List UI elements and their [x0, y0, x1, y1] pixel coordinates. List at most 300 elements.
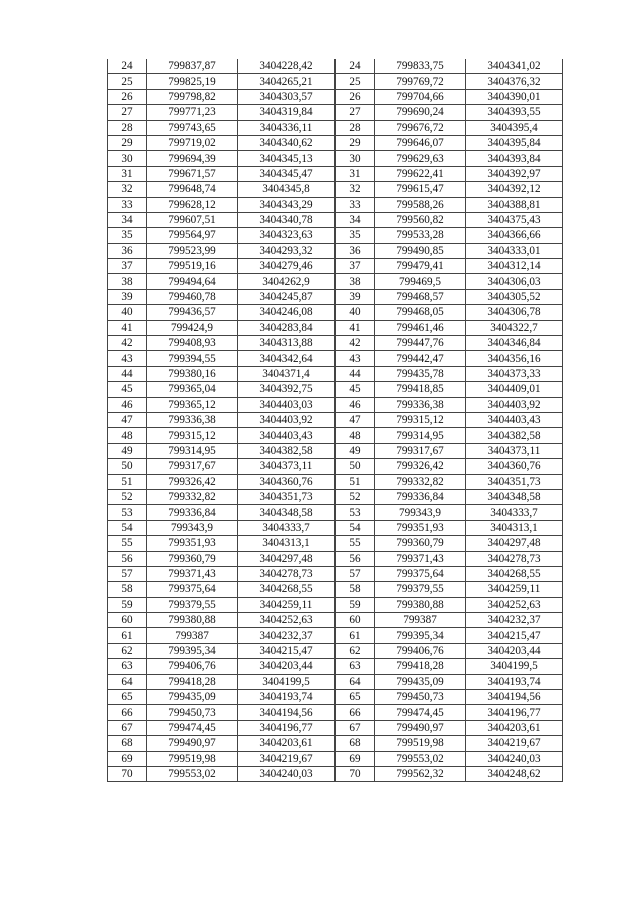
point-number-cell: 58 [108, 582, 147, 597]
x-coordinate-cell: 799314,95 [147, 443, 238, 458]
y-coordinate-cell: 3404351,73 [238, 489, 335, 504]
table-row [336, 766, 563, 781]
x-coordinate-cell: 799418,85 [375, 382, 466, 397]
y-coordinate-cell: 3404373,11 [466, 443, 563, 458]
point-number-cell: 49 [336, 443, 375, 458]
point-number-cell: 70 [108, 766, 147, 781]
x-coordinate-cell: 799798,82 [147, 89, 238, 104]
point-number-cell: 43 [336, 351, 375, 366]
point-number-cell: 28 [108, 120, 147, 135]
y-coordinate-cell: 3404232,37 [466, 613, 563, 628]
point-number-cell: 31 [108, 166, 147, 181]
y-coordinate-cell: 3404382,58 [238, 443, 335, 458]
point-number-cell: 58 [336, 582, 375, 597]
table-row [108, 382, 335, 397]
x-coordinate-cell: 799424,9 [147, 320, 238, 335]
point-number-cell: 30 [108, 151, 147, 166]
point-number-cell: 55 [108, 536, 147, 551]
y-coordinate-cell: 3404392,75 [238, 382, 335, 397]
y-coordinate-cell: 3404345,13 [238, 151, 335, 166]
point-number-cell: 29 [336, 135, 375, 150]
table-row [108, 520, 335, 535]
table-row [108, 274, 335, 289]
x-coordinate-cell: 799676,72 [375, 120, 466, 135]
table-row [336, 197, 563, 212]
y-coordinate-cell: 3404252,63 [238, 613, 335, 628]
x-coordinate-cell: 799450,73 [147, 705, 238, 720]
y-coordinate-cell: 3404193,74 [466, 674, 563, 689]
y-coordinate-cell: 3404371,4 [238, 366, 335, 381]
x-coordinate-cell: 799628,12 [147, 197, 238, 212]
point-number-cell: 50 [336, 459, 375, 474]
x-coordinate-cell: 799479,41 [375, 259, 466, 274]
y-coordinate-cell: 3404409,01 [466, 382, 563, 397]
table-row [108, 105, 335, 120]
x-coordinate-cell: 799380,88 [375, 597, 466, 612]
table-row [108, 690, 335, 705]
x-coordinate-cell: 799474,45 [375, 705, 466, 720]
point-number-cell: 68 [108, 736, 147, 751]
table-row [336, 105, 563, 120]
y-coordinate-cell: 3404259,11 [238, 597, 335, 612]
x-coordinate-cell: 799490,97 [147, 736, 238, 751]
y-coordinate-cell: 3404240,03 [466, 751, 563, 766]
y-coordinate-cell: 3404196,77 [238, 720, 335, 735]
x-coordinate-cell: 799365,04 [147, 382, 238, 397]
point-number-cell: 59 [108, 597, 147, 612]
x-coordinate-cell: 799317,67 [147, 459, 238, 474]
y-coordinate-cell: 3404403,43 [466, 412, 563, 427]
y-coordinate-cell: 3404341,02 [466, 59, 563, 74]
point-number-cell: 51 [108, 474, 147, 489]
y-coordinate-cell: 3404323,63 [238, 228, 335, 243]
table-row [108, 674, 335, 689]
table-row [108, 89, 335, 104]
x-coordinate-cell: 799380,88 [147, 613, 238, 628]
table-row [336, 613, 563, 628]
x-coordinate-cell: 799317,67 [375, 443, 466, 458]
table-row [336, 520, 563, 535]
point-number-cell: 59 [336, 597, 375, 612]
y-coordinate-cell: 3404259,11 [466, 582, 563, 597]
x-coordinate-cell: 799351,93 [375, 520, 466, 535]
y-coordinate-cell: 3404252,63 [466, 597, 563, 612]
x-coordinate-cell: 799690,24 [375, 105, 466, 120]
x-coordinate-cell: 799519,16 [147, 259, 238, 274]
point-number-cell: 46 [108, 397, 147, 412]
point-number-cell: 57 [336, 566, 375, 581]
x-coordinate-cell: 799326,42 [375, 459, 466, 474]
x-coordinate-cell: 799418,28 [147, 674, 238, 689]
x-coordinate-cell: 799769,72 [375, 74, 466, 89]
y-coordinate-cell: 3404246,08 [238, 305, 335, 320]
table-row [336, 351, 563, 366]
point-number-cell: 39 [336, 289, 375, 304]
x-coordinate-cell: 799394,55 [147, 351, 238, 366]
x-coordinate-cell: 799418,28 [375, 659, 466, 674]
table-row [108, 551, 335, 566]
point-number-cell: 67 [336, 720, 375, 735]
table-row [336, 166, 563, 181]
y-coordinate-cell: 3404262,9 [238, 274, 335, 289]
table-row [108, 582, 335, 597]
point-number-cell: 55 [336, 536, 375, 551]
x-coordinate-cell: 799380,16 [147, 366, 238, 381]
x-coordinate-cell: 799469,5 [375, 274, 466, 289]
table-row [108, 182, 335, 197]
y-coordinate-cell: 3404333,01 [466, 243, 563, 258]
y-coordinate-cell: 3404297,48 [238, 551, 335, 566]
point-number-cell: 47 [108, 412, 147, 427]
x-coordinate-cell: 799460,78 [147, 289, 238, 304]
y-coordinate-cell: 3404268,55 [238, 582, 335, 597]
table-row [108, 643, 335, 658]
x-coordinate-cell: 799343,9 [375, 505, 466, 520]
point-number-cell: 64 [108, 674, 147, 689]
x-coordinate-cell: 799490,97 [375, 720, 466, 735]
point-number-cell: 34 [336, 212, 375, 227]
table-row [336, 428, 563, 443]
point-number-cell: 63 [108, 659, 147, 674]
point-number-cell: 34 [108, 212, 147, 227]
y-coordinate-cell: 3404278,73 [238, 566, 335, 581]
x-coordinate-cell: 799450,73 [375, 690, 466, 705]
x-coordinate-cell: 799743,65 [147, 120, 238, 135]
point-number-cell: 30 [336, 151, 375, 166]
point-number-cell: 60 [336, 613, 375, 628]
y-coordinate-cell: 3404390,01 [466, 89, 563, 104]
y-coordinate-cell: 3404375,43 [466, 212, 563, 227]
y-coordinate-cell: 3404382,58 [466, 428, 563, 443]
point-number-cell: 56 [108, 551, 147, 566]
table-row [108, 613, 335, 628]
x-coordinate-cell: 799332,82 [147, 489, 238, 504]
x-coordinate-cell: 799519,98 [147, 751, 238, 766]
x-coordinate-cell: 799622,41 [375, 166, 466, 181]
x-coordinate-cell: 799564,97 [147, 228, 238, 243]
y-coordinate-cell: 3404345,47 [238, 166, 335, 181]
y-coordinate-cell: 3404283,84 [238, 320, 335, 335]
table-row [108, 428, 335, 443]
table-row [108, 412, 335, 427]
point-number-cell: 27 [108, 105, 147, 120]
x-coordinate-cell: 799615,47 [375, 182, 466, 197]
table-row [336, 305, 563, 320]
x-coordinate-cell: 799560,82 [375, 212, 466, 227]
point-number-cell: 29 [108, 135, 147, 150]
table-row [336, 674, 563, 689]
y-coordinate-cell: 3404373,11 [238, 459, 335, 474]
x-coordinate-cell: 799395,34 [147, 643, 238, 658]
table-row [108, 751, 335, 766]
point-number-cell: 52 [108, 489, 147, 504]
point-number-cell: 61 [108, 628, 147, 643]
point-number-cell: 41 [336, 320, 375, 335]
table-row [108, 243, 335, 258]
x-coordinate-cell: 799562,32 [375, 766, 466, 781]
point-number-cell: 42 [108, 336, 147, 351]
x-coordinate-cell: 799371,43 [375, 551, 466, 566]
table-row [108, 659, 335, 674]
x-coordinate-cell: 799375,64 [147, 582, 238, 597]
x-coordinate-cell: 799315,12 [147, 428, 238, 443]
y-coordinate-cell: 3404336,11 [238, 120, 335, 135]
y-coordinate-cell: 3404333,7 [466, 505, 563, 520]
x-coordinate-cell: 799336,38 [147, 412, 238, 427]
x-coordinate-cell: 799648,74 [147, 182, 238, 197]
x-coordinate-cell: 799553,02 [147, 766, 238, 781]
point-number-cell: 38 [336, 274, 375, 289]
x-coordinate-cell: 799315,12 [375, 412, 466, 427]
y-coordinate-cell: 3404199,5 [238, 674, 335, 689]
y-coordinate-cell: 3404360,76 [466, 459, 563, 474]
point-number-cell: 39 [108, 289, 147, 304]
x-coordinate-cell: 799629,63 [375, 151, 466, 166]
x-coordinate-cell: 799395,34 [375, 628, 466, 643]
table-row [336, 736, 563, 751]
table-row [108, 197, 335, 212]
table-row [108, 397, 335, 412]
y-coordinate-cell: 3404403,43 [238, 428, 335, 443]
x-coordinate-cell: 799406,76 [147, 659, 238, 674]
point-number-cell: 43 [108, 351, 147, 366]
point-number-cell: 32 [108, 182, 147, 197]
point-number-cell: 31 [336, 166, 375, 181]
point-number-cell: 26 [108, 89, 147, 104]
table-row [336, 182, 563, 197]
x-coordinate-cell: 799519,98 [375, 736, 466, 751]
point-number-cell: 54 [336, 520, 375, 535]
point-number-cell: 37 [108, 259, 147, 274]
point-number-cell: 40 [108, 305, 147, 320]
point-number-cell: 65 [108, 690, 147, 705]
table-row [336, 705, 563, 720]
y-coordinate-cell: 3404376,32 [466, 74, 563, 89]
table-row [336, 459, 563, 474]
table-row [108, 228, 335, 243]
y-coordinate-cell: 3404351,73 [466, 474, 563, 489]
y-coordinate-cell: 3404240,03 [238, 766, 335, 781]
point-number-cell: 57 [108, 566, 147, 581]
table-row [336, 397, 563, 412]
table-row [108, 336, 335, 351]
point-number-cell: 36 [336, 243, 375, 258]
table-row [336, 505, 563, 520]
table-row [336, 597, 563, 612]
y-coordinate-cell: 3404279,46 [238, 259, 335, 274]
table-row [108, 166, 335, 181]
table-row [336, 582, 563, 597]
y-coordinate-cell: 3404313,88 [238, 336, 335, 351]
point-number-cell: 26 [336, 89, 375, 104]
point-number-cell: 51 [336, 474, 375, 489]
table-row [336, 628, 563, 643]
x-coordinate-cell: 799314,95 [375, 428, 466, 443]
point-number-cell: 48 [336, 428, 375, 443]
x-coordinate-cell: 799332,82 [375, 474, 466, 489]
point-number-cell: 44 [108, 366, 147, 381]
point-number-cell: 64 [336, 674, 375, 689]
x-coordinate-cell: 799771,23 [147, 105, 238, 120]
point-number-cell: 45 [108, 382, 147, 397]
point-number-cell: 54 [108, 520, 147, 535]
table-row [336, 690, 563, 705]
y-coordinate-cell: 3404333,7 [238, 520, 335, 535]
table-row [108, 720, 335, 735]
point-number-cell: 67 [108, 720, 147, 735]
y-coordinate-cell: 3404356,16 [466, 351, 563, 366]
y-coordinate-cell: 3404343,29 [238, 197, 335, 212]
coordinates-table-left [107, 59, 335, 782]
y-coordinate-cell: 3404312,14 [466, 259, 563, 274]
table-row [108, 705, 335, 720]
table-row [336, 551, 563, 566]
table-row [108, 289, 335, 304]
point-number-cell: 35 [108, 228, 147, 243]
table-row [336, 120, 563, 135]
x-coordinate-cell: 799387 [147, 628, 238, 643]
table-row [336, 536, 563, 551]
table-row [108, 536, 335, 551]
y-coordinate-cell: 3404373,33 [466, 366, 563, 381]
table-row [336, 751, 563, 766]
point-number-cell: 41 [108, 320, 147, 335]
x-coordinate-cell: 799326,42 [147, 474, 238, 489]
x-coordinate-cell: 799351,93 [147, 536, 238, 551]
table-row [336, 59, 563, 74]
table-row [336, 74, 563, 89]
point-number-cell: 28 [336, 120, 375, 135]
point-number-cell: 38 [108, 274, 147, 289]
y-coordinate-cell: 3404193,74 [238, 690, 335, 705]
point-number-cell: 70 [336, 766, 375, 781]
point-number-cell: 65 [336, 690, 375, 705]
y-coordinate-cell: 3404403,03 [238, 397, 335, 412]
table-row [108, 320, 335, 335]
table-row [336, 135, 563, 150]
table-row [336, 320, 563, 335]
table-row [108, 474, 335, 489]
y-coordinate-cell: 3404196,77 [466, 705, 563, 720]
x-coordinate-cell: 799474,45 [147, 720, 238, 735]
point-number-cell: 24 [336, 59, 375, 74]
table-row [336, 274, 563, 289]
x-coordinate-cell: 799371,43 [147, 566, 238, 581]
table-row [108, 628, 335, 643]
x-coordinate-cell: 799406,76 [375, 643, 466, 658]
y-coordinate-cell: 3404313,1 [238, 536, 335, 551]
x-coordinate-cell: 799825,19 [147, 74, 238, 89]
y-coordinate-cell: 3404322,7 [466, 320, 563, 335]
y-coordinate-cell: 3404403,92 [466, 397, 563, 412]
table-row [108, 766, 335, 781]
y-coordinate-cell: 3404403,92 [238, 412, 335, 427]
y-coordinate-cell: 3404203,61 [466, 720, 563, 735]
table-row [336, 643, 563, 658]
point-number-cell: 48 [108, 428, 147, 443]
y-coordinate-cell: 3404395,84 [466, 135, 563, 150]
table-row [336, 659, 563, 674]
coordinates-table-right [335, 59, 563, 782]
table-row [336, 382, 563, 397]
y-coordinate-cell: 3404313,1 [466, 520, 563, 535]
y-coordinate-cell: 3404340,62 [238, 135, 335, 150]
table-row [108, 259, 335, 274]
x-coordinate-cell: 799607,51 [147, 212, 238, 227]
point-number-cell: 68 [336, 736, 375, 751]
table-row [108, 305, 335, 320]
y-coordinate-cell: 3404360,76 [238, 474, 335, 489]
y-coordinate-cell: 3404203,44 [238, 659, 335, 674]
y-coordinate-cell: 3404219,67 [466, 736, 563, 751]
point-number-cell: 47 [336, 412, 375, 427]
x-coordinate-cell: 799533,28 [375, 228, 466, 243]
point-number-cell: 69 [108, 751, 147, 766]
x-coordinate-cell: 799671,57 [147, 166, 238, 181]
table-row [108, 597, 335, 612]
y-coordinate-cell: 3404278,73 [466, 551, 563, 566]
y-coordinate-cell: 3404306,78 [466, 305, 563, 320]
x-coordinate-cell: 799375,64 [375, 566, 466, 581]
point-number-cell: 45 [336, 382, 375, 397]
x-coordinate-cell: 799442,47 [375, 351, 466, 366]
point-number-cell: 61 [336, 628, 375, 643]
point-number-cell: 36 [108, 243, 147, 258]
x-coordinate-cell: 799468,57 [375, 289, 466, 304]
y-coordinate-cell: 3404366,66 [466, 228, 563, 243]
x-coordinate-cell: 799461,46 [375, 320, 466, 335]
y-coordinate-cell: 3404303,57 [238, 89, 335, 104]
point-number-cell: 46 [336, 397, 375, 412]
table-row [336, 151, 563, 166]
y-coordinate-cell: 3404392,12 [466, 182, 563, 197]
point-number-cell: 66 [336, 705, 375, 720]
x-coordinate-cell: 799646,07 [375, 135, 466, 150]
table-row [108, 59, 335, 74]
x-coordinate-cell: 799435,09 [147, 690, 238, 705]
table-row [108, 120, 335, 135]
table-row [336, 366, 563, 381]
x-coordinate-cell: 799704,66 [375, 89, 466, 104]
y-coordinate-cell: 3404268,55 [466, 566, 563, 581]
table-row [108, 74, 335, 89]
y-coordinate-cell: 3404194,56 [238, 705, 335, 720]
point-number-cell: 35 [336, 228, 375, 243]
table-row [336, 336, 563, 351]
y-coordinate-cell: 3404297,48 [466, 536, 563, 551]
point-number-cell: 27 [336, 105, 375, 120]
y-coordinate-cell: 3404194,56 [466, 690, 563, 705]
table-row [336, 566, 563, 581]
point-number-cell: 66 [108, 705, 147, 720]
y-coordinate-cell: 3404392,97 [466, 166, 563, 181]
x-coordinate-cell: 799365,12 [147, 397, 238, 412]
table-row [336, 228, 563, 243]
x-coordinate-cell: 799343,9 [147, 520, 238, 535]
y-coordinate-cell: 3404219,67 [238, 751, 335, 766]
y-coordinate-cell: 3404393,55 [466, 105, 563, 120]
x-coordinate-cell: 799468,05 [375, 305, 466, 320]
y-coordinate-cell: 3404265,21 [238, 74, 335, 89]
table-row [108, 212, 335, 227]
point-number-cell: 24 [108, 59, 147, 74]
y-coordinate-cell: 3404248,62 [466, 766, 563, 781]
table-row [336, 89, 563, 104]
y-coordinate-cell: 3404215,47 [466, 628, 563, 643]
point-number-cell: 60 [108, 613, 147, 628]
point-number-cell: 62 [336, 643, 375, 658]
table-row [336, 489, 563, 504]
